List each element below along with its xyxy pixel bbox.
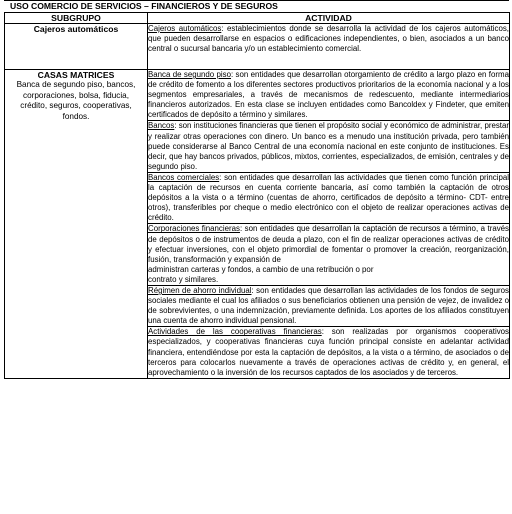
activity-entry: [148, 24, 509, 54]
subgroup-cell: [5, 70, 148, 379]
activity-text: : son entidades que desarrollan las actividades de los fondos de seguros sociales mediante el cual los afiliados o sus beneficiarios obtienen una pensión de vejez, de invalidez o de sobrevivientes, o una indemnización, previamente definida. Los aportes de los afiliados constituyen una cuenta de ahorro individual pensional.: [148, 285, 510, 326]
activity-term: Corporaciones financieras: [148, 224, 240, 234]
header-row: [5, 13, 510, 24]
activity-entry: [148, 173, 509, 224]
table-row: [5, 70, 510, 379]
activity-entry: [148, 327, 509, 377]
activity-term: Régimen de ahorro individual: [148, 285, 252, 295]
table-row: [5, 24, 510, 70]
activity-entry: [148, 121, 509, 172]
activity-cell: [148, 70, 510, 379]
subgroup-detail: Banca de segundo piso, bancos, corporaciones, bolsa, fiducia, crédito, seguros, cooperativas, fondos.: [16, 80, 136, 121]
activity-text: : son entidades que desarrollan las actividades que tienen como función principal la captación de recursos en cuenta corriente bancaria, así como también la captación de otros depósitos a la vista o a término (cuentas de ahorro, certificados de depósito a término- CDT- entre otros), transferibles por cheque o medio electrónico con el objeto de realizar operaciones activas de crédito.: [148, 172, 509, 223]
activity-term: Bancos: [148, 121, 175, 131]
activity-text: : establecimientos donde se desarrolla la actividad de los cajeros automáticos, que pueden desarrollarse en espacios o edificaciones independientes, o bien, asociados a un banco central o sucursal bancaria y/o un establecimiento comercial.: [148, 24, 509, 54]
table-title: USO COMERCIO DE SERVICIOS – FINANCIEROS Y DE SEGUROS: [10, 1, 278, 11]
activity-text: : son realizadas por organismos cooperativos especializados, y cooperativas financieras cuya función principal consiste en adelantar actividad financiera, entendiéndose por esta la captación de depósitos, a la vista o a término, de asociados o de terceros para colocarlos nuevamente a través de operaciones activas de crédito y, en general, el aprovechamiento o la inversión de los recursos captados de los asociados y de terceros.: [148, 327, 509, 377]
activity-text: : son instituciones financieras que tienen el propósito social y económico de administrar, prestar y realizar otras operaciones con dinero. Un banco es a menudo una institución privada, pero también puede considerarse al Banco Central de una economía nacional en este conjunto de instituciones. Es decir, que hay bancos privados, públicos, mixtos, corrientes, especializados, de emisión, centrales y de segundo piso.: [148, 121, 509, 171]
header-subgrupo: SUBGRUPO: [5, 13, 148, 24]
activity-term: Actividades de las cooperativas financieras: [148, 327, 322, 337]
activity-term: Bancos comerciales: [148, 172, 220, 182]
activity-entry: [148, 70, 509, 121]
activity-entry: [148, 286, 509, 327]
activity-entry: [148, 224, 509, 286]
activity-text: : son entidades que desarrollan otorgamiento de crédito a largo plazo en forma de crédito de fomento a los diferentes sectores productivos prioritarios de la economía nacional y a los segmentos empresariales, a través de mecanismos de redescuento, mediante intermediarios financieros autorizados. En esta clase se incluyen entidades como Bancoldex y Findeter, que emiten certificados de depósito a término y similares.: [148, 70, 509, 120]
subgroup-name: CASAS MATRICES: [37, 70, 115, 80]
activity-text-line: administran carteras y fondos, a cambio de una retribución o por: [148, 264, 374, 274]
activity-term: Banca de segundo piso: [148, 70, 231, 79]
activities-table: [4, 12, 510, 379]
header-actividad: ACTIVIDAD: [148, 13, 510, 24]
activity-cell: [148, 24, 510, 70]
subgroup-name: Cajeros automáticos: [33, 24, 119, 34]
activity-term: Cajeros automáticos: [148, 24, 222, 33]
activity-text-line: contrato y similares.: [148, 274, 219, 284]
activity-text: : son entidades que desarrollan la captación de recursos a término, a través de depósitos o de instrumentos de deuda a plazo, con el fin de realizar operaciones activas de crédito y efectuar inversiones, con el objeto primordial de fomentar o promover la creación, reorganización, fusión, transformación y expansión de: [148, 224, 509, 264]
subgroup-cell: [5, 24, 148, 70]
